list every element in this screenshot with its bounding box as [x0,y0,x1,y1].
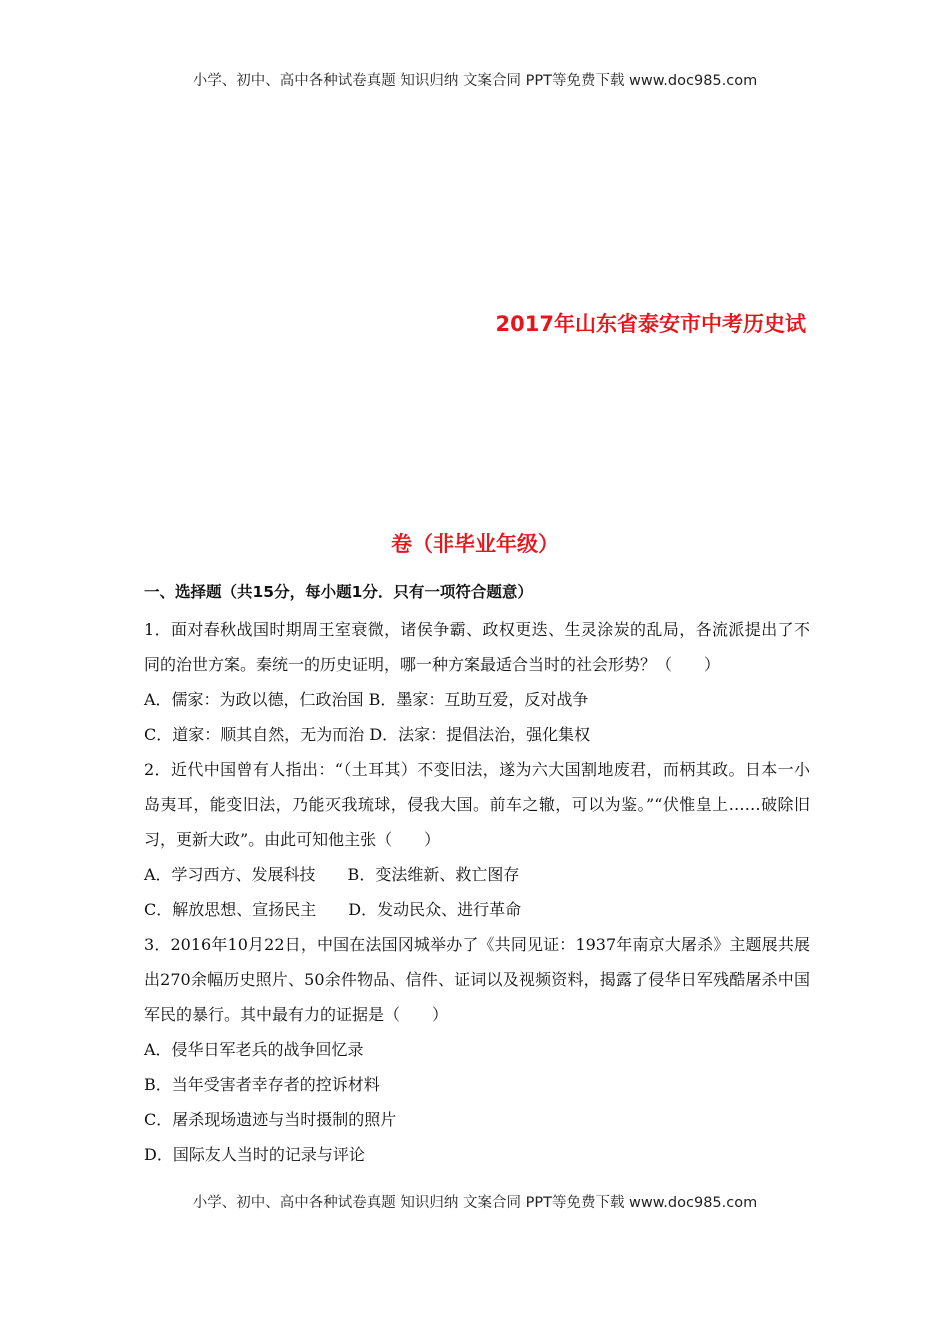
option-row: A．学习西方、发展科技 B．变法维新、救亡图存 [144,865,520,884]
header-banner: 小学、初中、高中各种试卷真题 知识归纳 文案合同 PPT等免费下载 www.doc985.com [192,73,758,89]
option-row: C．解放思想、宣扬民主 D．发动民众、进行革命 [144,900,522,919]
option-row: C．道家：顺其自然，无为而治 D．法家：提倡法治，强化集权 [144,725,591,744]
section-heading: 一、选择题（共15分，每小题1分．只有一项符合题意） [144,583,533,601]
question-stem: 2．近代中国曾有人指出：“（土耳其）不变旧法，遂为六大国割地废君，而柄其政。日本一小岛夷耳，能变旧法，乃能灭我琉球，侵我大国。前车之辙，可以为鉴。”“伏惟皇上……破除旧习，更新大政”。由此可知他主张（ ） [144,760,810,849]
exam-content [144,578,810,1172]
document-title-line-2: 卷（非毕业年级） [391,532,559,556]
option-row: B．当年受害者幸存者的控诉材料 [144,1075,380,1094]
question-stem: 1．面对春秋战国时期周王室衰微，诸侯争霸、政权更迭、生灵涂炭的乱局，各流派提出了不同的治世方案。秦统一的历史证明，哪一种方案最适合当时的社会形势？（ ） [144,620,810,674]
question-3 [144,927,810,1172]
question-stem: 3．2016年10月22日，中国在法国冈城举办了《共同见证：1937年南京大屠杀》主题展共展出270余幅历史照片、50余件物品、信件、证词以及视频资料，揭露了侵华日军残酷屠杀中国军民的暴行。其中最有力的证据是（ ） [144,935,810,1024]
option-row: A．侵华日军老兵的战争回忆录 [144,1040,364,1059]
document-title-line-1: 2017年山东省泰安市中考历史试 [495,312,806,336]
question-1 [144,612,810,752]
option-row: C．屠杀现场遗迹与当时摄制的照片 [144,1110,397,1129]
footer-banner: 小学、初中、高中各种试卷真题 知识归纳 文案合同 PPT等免费下载 www.doc985.com [192,1195,758,1211]
question-2 [144,752,810,927]
option-row: A．儒家：为政以德，仁政治国 B．墨家：互助互爱，反对战争 [144,690,589,709]
option-row: D．国际友人当时的记录与评论 [144,1145,365,1164]
